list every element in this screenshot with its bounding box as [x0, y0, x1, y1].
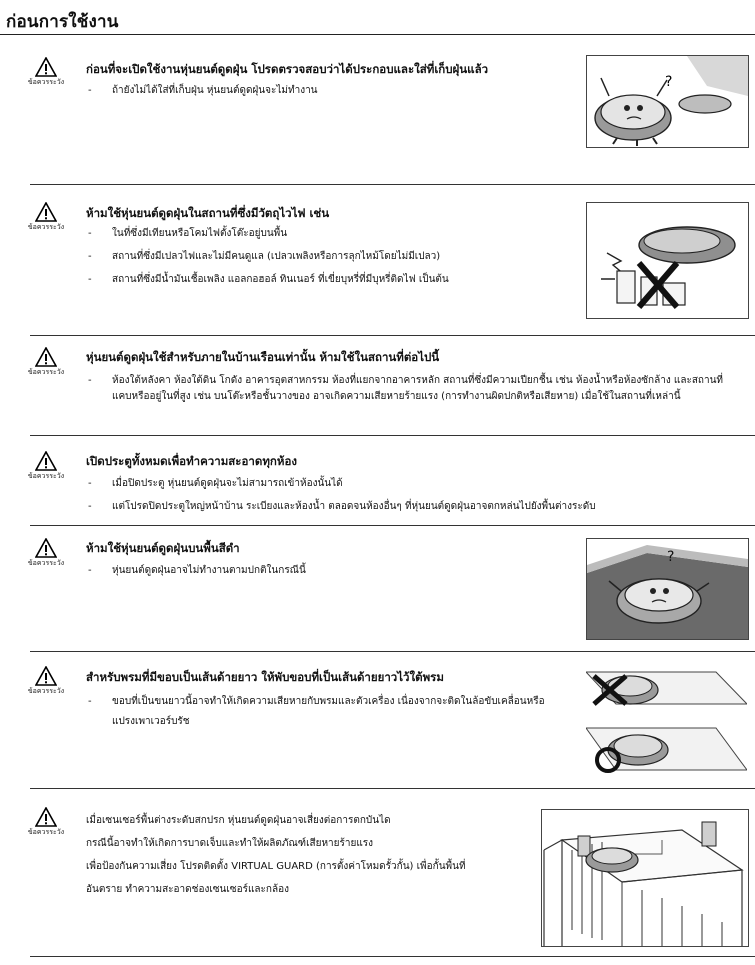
- section-title: ก่อนที่จะเปิดใช้งานหุ่นยนต์ดูดฝุ่น โปรดตรวจสอบว่าได้ประกอบและใส่ที่เก็บฝุ่นแล้ว: [86, 62, 489, 76]
- bullet-list: [86, 563, 566, 586]
- section-divider: [30, 956, 755, 957]
- bullet-list: [86, 83, 566, 106]
- paragraph-line: อันตราย ทำความสะอาดช่องเซนเซอร์และกล้อง: [86, 884, 289, 895]
- section-title: ห้ามใช้หุ่นยนต์ดูดฝุ่นบนพื้นสีดำ: [86, 541, 240, 555]
- bullet-item: - สถานที่ซึ่งมีน้ำมันเชื้อเพลิง แอลกอฮอล์ ทินเนอร์ ที่เขี่ยบุหรี่ที่มีบุหรี่ติดไฟ เป็นต้น: [86, 272, 566, 287]
- caution-label: ข้อควรระวัง: [27, 368, 65, 376]
- bullet-item: - ในที่ซึ่งมีเทียนหรือโคมไฟตั้งโต๊ะอยู่บนพื้น: [86, 226, 566, 241]
- bullet-item: - ขอบที่เป็นขนยาวนี้อาจทำให้เกิดความเสียหายกับพรมและตัวเครื่อง เนื่องจากจะติดในล้อขับเคลื่อนหรือแปรงเพาเวอร์บรัช: [86, 692, 556, 732]
- robot-missing-dust-bin-icon: [586, 55, 749, 148]
- caution-section-dust-bin: [0, 35, 755, 185]
- bullet-list: [86, 692, 556, 740]
- bullet-item: - แต่โปรดปิดประตูใหญ่หน้าบ้าน ระเบียงและห้องน้ำ ตลอดจนห้องอื่นๆ ที่หุ่นยนต์ดูดฝุ่นอาจตกหล่นไปยังพื้นต่างระดับ: [86, 499, 726, 514]
- caution-label: ข้อควรระวัง: [27, 687, 65, 695]
- bullet-item: - ห้องใต้หลังคา ห้องใต้ดิน โกดัง อาคารอุตสาหกรรม ห้องที่แยกจากอาคารหลัก สถานที่ซึ่งมีความเปียกชื้น เช่น ห้องน้ำหรือห้องซักล้าง และสถานที่แคบหรืออยู่ในที่สูง เช่น บนโต๊ะหรือชั้นวางของ อาจเกิดความเสียหายร้ายแรง (การทำงานผิดปกติหรือเสียหาย) เมื่อใช้ในสถานที่เหล่านี้: [86, 373, 741, 405]
- bullet-item: - หุ่นยนต์ดูดฝุ่นอาจไม่ทำงานตามปกติในกรณีนี้: [86, 563, 566, 578]
- bullet-list: [86, 476, 726, 522]
- caution-label: ข้อควรระวัง: [27, 559, 65, 567]
- flammable-materials-icon: [586, 202, 749, 319]
- section-title: หุ่นยนต์ดูดฝุ่นใช้สำหรับภายในบ้านเรือนเท่านั้น ห้ามใช้ในสถานที่ต่อไปนี้: [86, 350, 440, 364]
- bullet-item: - ถ้ายังไม่ได้ใส่ที่เก็บฝุ่น หุ่นยนต์ดูดฝุ่นจะไม่ทำงาน: [86, 83, 566, 98]
- paragraph-line: เพื่อป้องกันความเสี่ยง โปรดติดตั้ง VIRTUAL GUARD (การตั้งค่าโหมดรั้วกั้น) เพื่อกั้นพื้นที่: [86, 861, 466, 872]
- section-title: สำหรับพรมที่มีขอบเป็นเส้นด้ายยาว ให้พับขอบที่เป็นเส้นด้ายยาวไว้ใต้พรม: [86, 670, 444, 684]
- robot-on-black-floor-icon: [586, 538, 749, 640]
- stairs-virtual-guard-icon: [541, 809, 749, 947]
- caution-section-flammable: [0, 185, 755, 336]
- svg-text:?: ?: [665, 74, 673, 90]
- warning-paragraph: [86, 809, 466, 901]
- bullet-list: [86, 226, 566, 295]
- warning-icon: [24, 538, 68, 568]
- warning-icon: [24, 57, 68, 87]
- caution-label: ข้อควรระวัง: [27, 472, 65, 480]
- carpet-fringe-icon: [586, 664, 747, 780]
- caution-section-indoor-only: [0, 336, 755, 436]
- page-title: ก่อนการใช้งาน: [6, 12, 119, 32]
- warning-icon: [24, 347, 68, 377]
- section-title: เปิดประตูทั้งหมดเพื่อทำความสะอาดทุกห้อง: [86, 454, 297, 468]
- bullet-list: [86, 373, 741, 413]
- bullet-item: - สถานที่ซึ่งมีเปลวไฟและไม่มีคนดูแล (เปลวเพลิงหรือการลุกไหม้โดยไม่มีเปลว): [86, 249, 566, 264]
- bullet-item: - เมื่อปิดประตู หุ่นยนต์ดูดฝุ่นจะไม่สามารถเข้าห้องนั้นได้: [86, 476, 726, 491]
- paragraph-line: เมื่อเซนเซอร์พื้นต่างระดับสกปรก หุ่นยนต์ดูดฝุ่นอาจเสี่ยงต่อการตกบันได: [86, 815, 391, 826]
- warning-icon: [24, 451, 68, 481]
- caution-section-open-doors: [0, 436, 755, 526]
- svg-text:?: ?: [667, 549, 675, 565]
- warning-icon: [24, 202, 68, 232]
- section-title: ห้ามใช้หุ่นยนต์ดูดฝุ่นในสถานที่ซึ่งมีวัตถุไวไฟ เช่น: [86, 206, 330, 220]
- caution-label: ข้อควรระวัง: [27, 78, 65, 86]
- caution-section-cliff-sensor: [0, 789, 755, 957]
- caution-section-carpet-fringe: [0, 652, 755, 789]
- paragraph-line: กรณีนี้อาจทำให้เกิดการบาดเจ็บและทำให้ผลิตภัณฑ์เสียหายร้ายแรง: [86, 838, 374, 849]
- caution-label: ข้อควรระวัง: [27, 828, 65, 836]
- caution-section-black-floor: [0, 526, 755, 652]
- warning-icon: [24, 807, 68, 837]
- caution-label: ข้อควรระวัง: [27, 223, 65, 231]
- warning-icon: [24, 666, 68, 696]
